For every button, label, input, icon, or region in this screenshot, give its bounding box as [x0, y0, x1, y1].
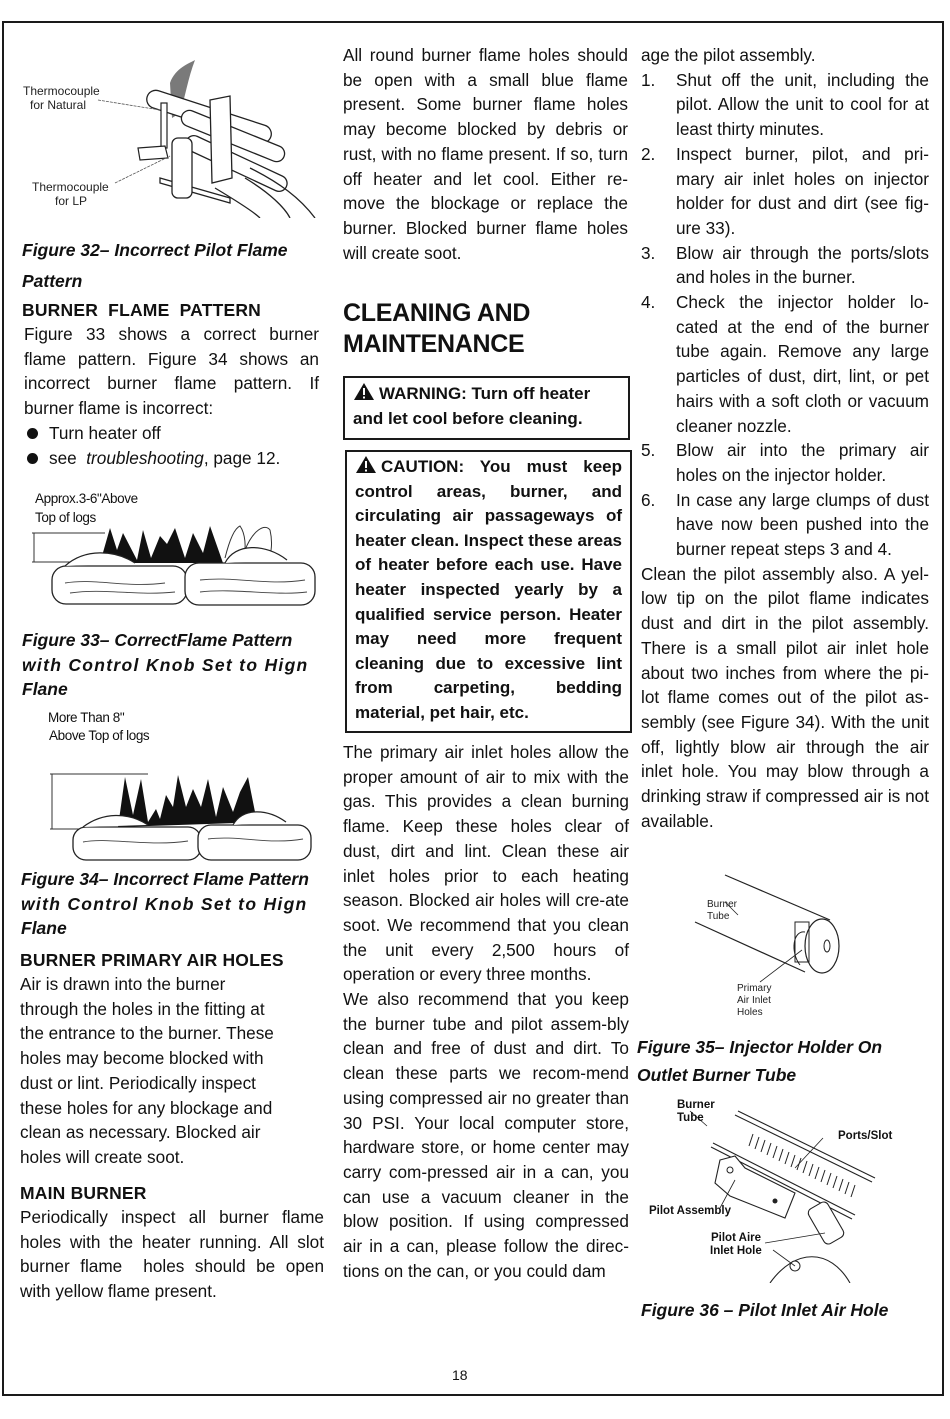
burner-primary-air-holes-section: BURNER PRIMARY AIR HOLES Air is drawn into the burner through the holes in the fitting at the entrance to the burner. These holes may become blocked with dust or lint. Periodically inspect these holes for any blockage and clean as necessary. Blocked air holes will create soot.: [20, 948, 330, 1170]
warning-triangle-icon: [353, 382, 375, 401]
page-number: 18: [452, 1367, 468, 1383]
figure-33-illustration: Approx.3-6"Above Top of logs: [25, 488, 325, 613]
label-thermocouple-natural-1: Thermocouple: [23, 84, 100, 98]
label-thermocouple-lp-1: Thermocouple: [32, 180, 109, 194]
step-item: 3. Blow air through the ports/slots and holes in the burner.: [641, 242, 929, 288]
section-heading: BURNER FLAME PATTERN: [22, 300, 262, 320]
step-item: 2. Inspect burner, pilot, and pri-mary air inlet holes on injector holder for dust and dirt (see fig-ure 33).: [641, 143, 929, 238]
bullet-list: [22, 421, 319, 470]
step-item: 1. Shut off the unit, including the pilot. Allow the unit to cool for at least thirty minutes.: [641, 69, 929, 140]
caution-box: CAUTION: You must keep control areas, burner, and circulating air passageways of heater clean. Inspect these areas of heater before each use. Have heater inspected yearly by a qualified service person. Heater may need more frequent cleaning due to excessive lint from carpeting, bedding material, pet hair, etc.: [345, 450, 632, 733]
warning-triangle-icon: [355, 455, 377, 474]
figure-32-caption: Figure 32– Incorrect Pilot Flame Pattern: [22, 240, 288, 291]
bullet-item: Turn heater off: [22, 421, 319, 446]
step-item: 5. Blow air into the primary air holes on the injector holder.: [641, 440, 929, 485]
figure-34-illustration: More Than 8" Above Top of logs: [18, 707, 318, 862]
burner-flame-pattern-section: [22, 298, 319, 470]
section-heading: BURNER PRIMARY AIR HOLES: [20, 950, 284, 970]
figure-36-illustration: Burner Tube Ports/Slot Pilot Assembly Pilot Aire Inlet Hole: [645, 1098, 915, 1283]
figure-35-caption: Figure 35– Injector Holder On Outlet Burner Tube: [637, 1037, 883, 1085]
main-burner-section: MAIN BURNER Periodically inspect all burner flame holes with the heater running. All slot burner flame holes should be open with yellow flame present.: [20, 1183, 329, 1302]
label-thermocouple-natural-2: for Natural: [30, 98, 87, 112]
bullet-icon: [27, 428, 38, 439]
primary-air-inlet-paragraph: The primary air inlet holes allow the proper amount of air to mix with the gas. This provides a clean burning flame. Keep these holes clear of dust, dirt and lint. Clean these air inlet holes prior to each heating season. Blocked air holes will cre-ate soot. We recommend that you clean the unit every 2,500 hours of operation or every three months. We also recommend that you keep the burner tube and pilot assem-bly clean and free of dust and dirt. To clean these parts we recom-mend using compressed air no greater than 30 PSI. Your local computer store, hardware store, or home center may carry com-pressed air in a can, you can use a vacuum cleaner in the blow position. If using compressed air in a can, please follow the direc-tions on the can, or you could dam: [343, 742, 629, 1281]
warning-box: WARNING: Turn off heater and let cool before cleaning.: [343, 376, 630, 440]
bullet-item: see troubleshooting, page 12.: [22, 446, 319, 471]
steps-list: [641, 68, 929, 562]
section-heading: MAIN BURNER: [20, 1183, 147, 1203]
cleaning-maintenance-title: CLEANING AND MAINTENANCE: [343, 299, 531, 358]
troubleshooting-reference: troubleshooting: [86, 447, 204, 468]
burner-holes-paragraph: All round burner flame holes should be open with a small blue flame present. Some burner flame holes may become blocked by debris or rust, with no flame present. If so, turn off heater and let cool. Either re-move the blockage or replace the burner. Blocked burner flame holes will create soot.: [343, 45, 628, 263]
figure-34-caption: Figure 34– Incorrect Flame Pattern with Control Knob Set to Hign Flane: [21, 869, 309, 938]
figure-33-caption: Figure 33– CorrectFlame Pattern with Control Knob Set to Hign Flane: [22, 630, 309, 699]
step-item: 4. Check the injector holder lo-cated at the end of the burner tube again. Remove any large particles of dust, dirt, lint, or pet hairs with a soft cloth or vacuum cleaner nozzle.: [641, 292, 929, 436]
figure-36-caption: Figure 36 – Pilot Inlet Air Hole: [641, 1300, 889, 1320]
pilot-cleaning-steps: age the pilot assembly. 1. Shut off the unit, including the pilot. Allow the unit to cool for at least thirty minutes. 2. Inspect burner, pilot, and pri-mary air inlet holes on injector holder for dust and dirt (see fig-ure 33). 3. Blow air through the ports/slots and holes in the burner. 4. Check the injector holder lo-cated at the end of the burner tube again. Remove any large particles of dust, dirt, lint, or pet hairs with a soft cloth or vacuum cleaner nozzle. 5. Blow air into the primary air holes on the injector holder. 6. In case any large clumps of dust have now been pushed into the burner repeat steps 3 and 4. Clean the pilot assembly also. A yel-low tip on the pilot flame indicates dust and dirt in the pilot assembly. There is a small pilot air inlet hole about two inches from where the pi-lot flame comes out of the pilot as-sembly (see Figure 34). With the unit off, lightly blow air through the air inlet hole. You may blow through a drinking straw if compressed air is not available.: [641, 43, 929, 834]
step-item: 6. In case any large clumps of dust have now been pushed into the burner repeat steps 3 and 4.: [641, 489, 929, 560]
clean-pilot-paragraph: Clean the pilot assembly also. A yel-low tip on the pilot flame indicates dust and dirt in the pilot assembly. There is a small pilot air inlet hole about two inches from where the pi-lot flame comes out of the pilot as-sembly (see Figure 34). With the unit off, lightly blow air through the air inlet hole. You may blow through a drinking straw if compressed air is not available.: [641, 563, 929, 831]
figure-32-illustration: [20, 58, 320, 218]
body-text: Figure 33 shows a correct burner flame pattern. Figure 34 shows an incorrect burner flame pattern. If burner flame is incorrect:: [24, 324, 319, 419]
label-thermocouple-lp-2: for LP: [55, 194, 88, 208]
figure-35-illustration: Burner Tube Primary Air Inlet Holes: [690, 870, 870, 1020]
bullet-icon: [27, 453, 38, 464]
